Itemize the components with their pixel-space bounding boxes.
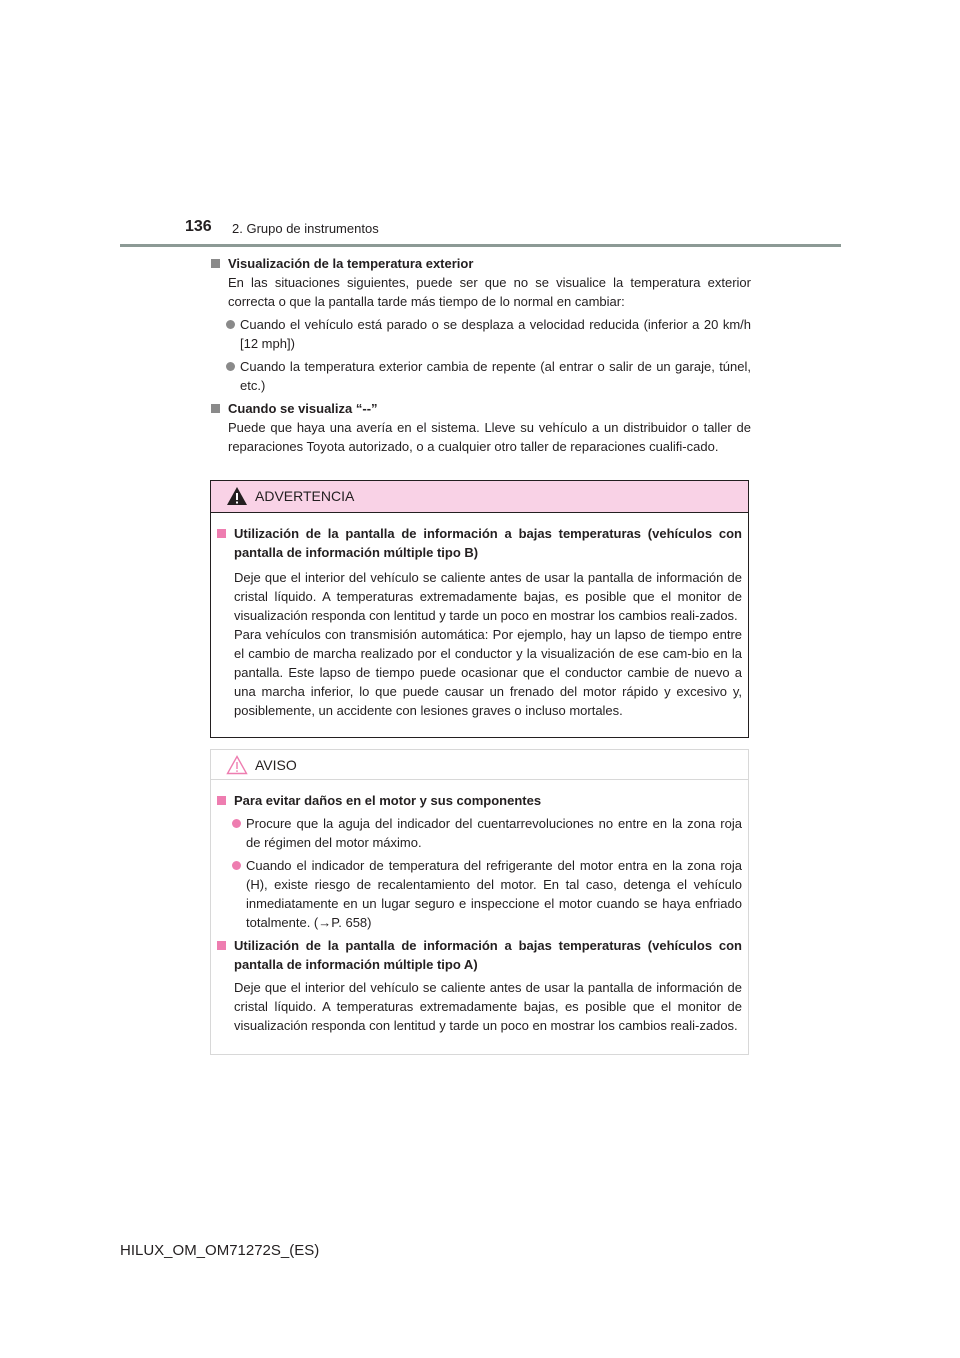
notice-label: AVISO	[255, 757, 297, 773]
warning-label: ADVERTENCIA	[255, 488, 355, 504]
square-bullet-icon	[211, 404, 220, 413]
heading-text: Visualización de la temperatura exterior	[228, 256, 474, 271]
square-bullet-icon	[217, 529, 226, 538]
round-bullet-icon	[226, 362, 235, 371]
warning-box	[210, 480, 749, 738]
list-item	[217, 814, 742, 852]
header-rule	[120, 244, 841, 247]
notice-box	[210, 749, 749, 1055]
round-bullet-icon	[226, 320, 235, 329]
square-bullet-icon	[217, 796, 226, 805]
square-bullet-icon	[217, 941, 226, 950]
square-bullet-icon	[211, 259, 220, 268]
notice-content	[217, 791, 742, 1035]
list-item-text: Procure que la aguja del indicador del cuentarrevoluciones no entre en la zona roja de régimen del motor máximo.	[246, 816, 742, 850]
main-content	[211, 254, 751, 456]
heading-dashes-displayed	[211, 399, 751, 418]
list-item-text: Cuando el vehículo está parado o se desplaza a velocidad reducida (inferior a 20 km/h [12 mph])	[240, 317, 751, 351]
paragraph: En las situaciones siguientes, puede ser que no se visualice la temperatura exterior correcta o que la pantalla tarde más tiempo de lo normal en cambiar:	[228, 275, 751, 309]
paragraph: Deje que el interior del vehículo se caliente antes de usar la pantalla de información de cristal líquido. A temperaturas extremadamente bajas, es posible que el monitor de visualización responda con lentitud y tarde un poco en mostrar los cambios reali-zados.	[234, 980, 742, 1033]
list-item	[211, 315, 751, 353]
heading-text: Utilización de la pantalla de información a bajas temperaturas (vehículos con pantalla de información múltiple tipo A)	[234, 938, 742, 972]
notice-heading-display	[217, 936, 742, 974]
list-item-text: Cuando el indicador de temperatura del refrigerante del motor entra en la zona roja (H), existe riesgo de recalentamiento del motor. En tal caso, detenga el vehículo inmediatamente en un lugar seguro e inspeccione el motor cuando se haya enfriado totalmente. (→P. 658)	[246, 858, 742, 930]
list-item	[217, 856, 742, 932]
warning-triangle-icon	[226, 486, 248, 506]
notice-header	[211, 750, 748, 780]
heading-text: Cuando se visualiza “--”	[228, 401, 378, 416]
paragraph: Deje que el interior del vehículo se caliente antes de usar la pantalla de información de cristal líquido. A temperaturas extremadamente bajas, es posible que el monitor de visualización responda con lentitud y tarde un poco en mostrar los cambios reali-zados.	[234, 570, 742, 623]
section-title: 2. Grupo de instrumentos	[232, 221, 379, 236]
notice-heading-engine	[217, 791, 742, 810]
round-bullet-icon	[232, 819, 241, 828]
page-number: 136	[185, 218, 212, 235]
heading-text: Para evitar daños en el motor y sus componentes	[234, 793, 542, 808]
paragraph: Puede que haya una avería en el sistema. Lleve su vehículo a un distribuidor o taller de reparaciones Toyota autorizado, o a cualquier otro taller de reparaciones cualifi-cado.	[228, 420, 751, 454]
footer-code: HILUX_OM_OM71272S_(ES)	[120, 1242, 320, 1259]
heading-outside-temperature	[211, 254, 751, 273]
list-item-text: Cuando la temperatura exterior cambia de repente (al entrar o salir de un garaje, túnel, etc.)	[240, 359, 751, 393]
warning-content	[217, 524, 742, 720]
round-bullet-icon	[232, 861, 241, 870]
caution-triangle-icon	[226, 755, 248, 775]
list-item	[211, 357, 751, 395]
warning-header	[211, 481, 748, 513]
heading-text: Utilización de la pantalla de información a bajas temperaturas (vehículos con pantalla de información múltiple tipo B)	[234, 526, 742, 560]
warning-heading	[217, 524, 742, 562]
paragraph: Para vehículos con transmisión automática: Por ejemplo, hay un lapso de tiempo entre el cambio de marcha realizado por el conductor y la visualización de ese cam-bio en la pantalla. Este lapso de tiempo puede ocasionar que el conductor cambie de nuevo a una marcha inferior, lo que puede causar un frenado del motor rápido y excesivo y, posiblemente, un accidente con lesiones graves o incluso mortales.	[234, 627, 742, 718]
